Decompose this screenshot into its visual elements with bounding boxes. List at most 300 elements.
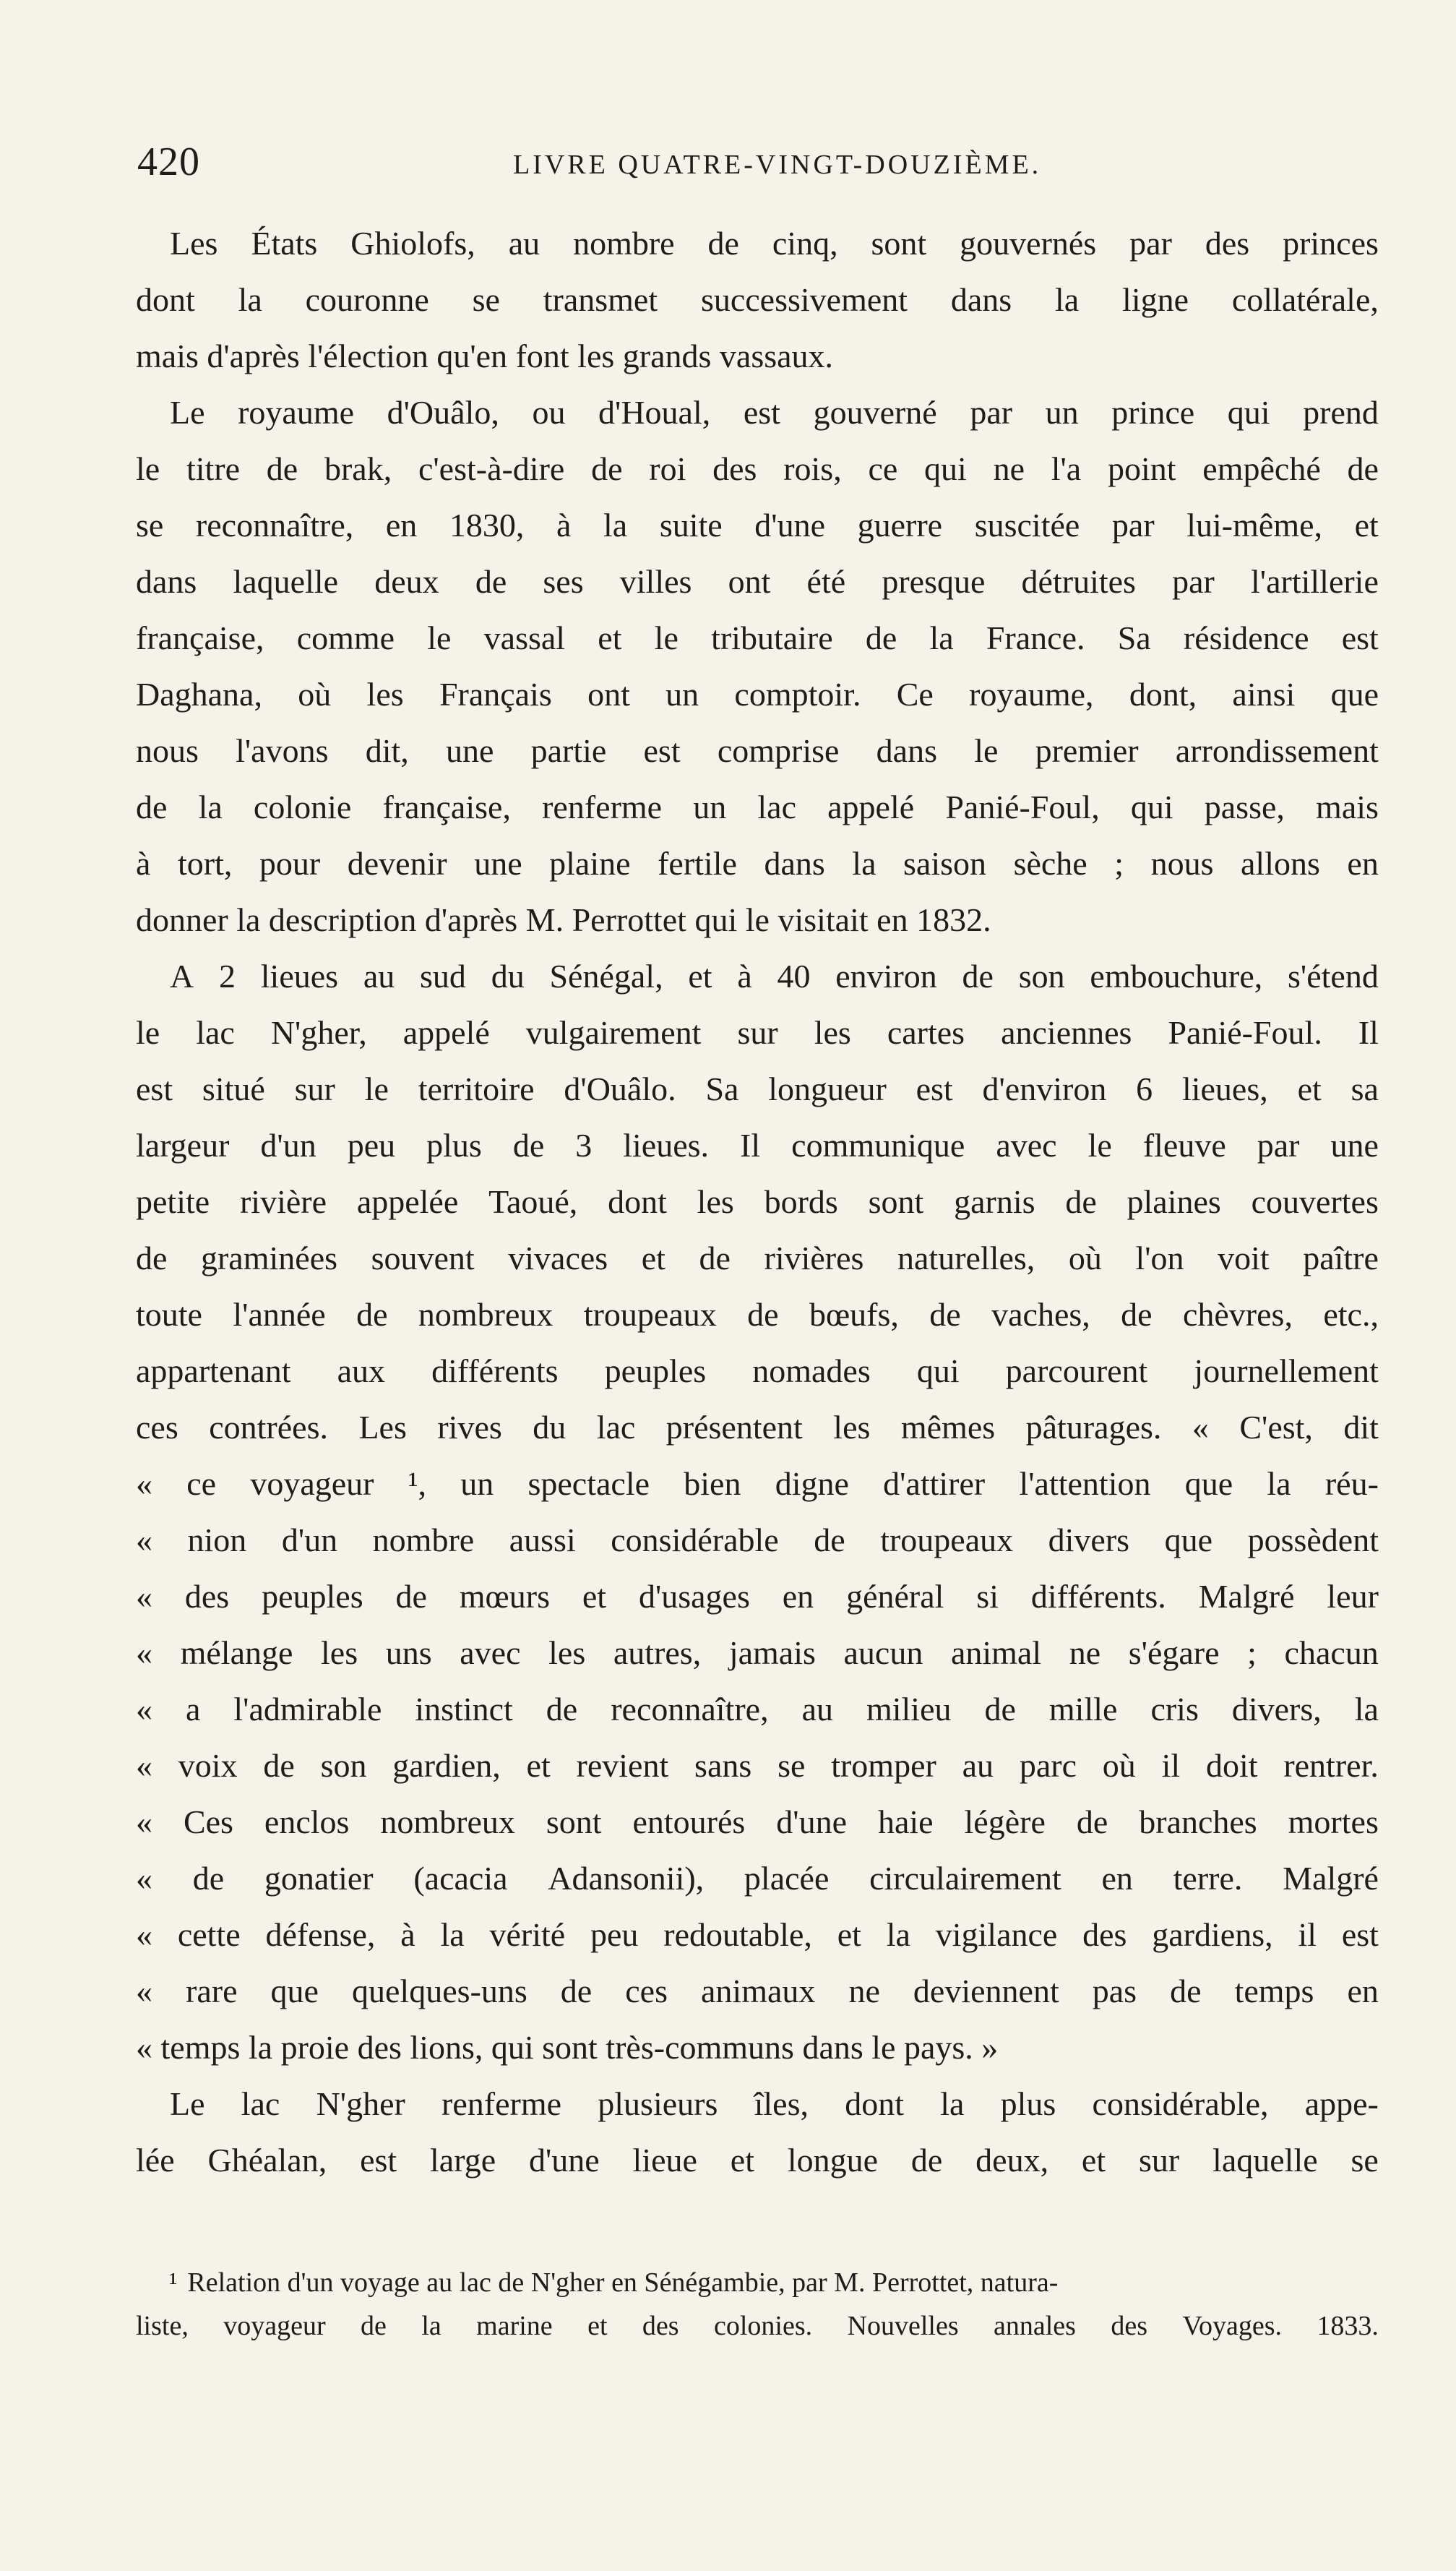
word: où bbox=[1102, 1747, 1136, 1784]
word: de bbox=[984, 1691, 1016, 1727]
word: « bbox=[136, 1747, 152, 1784]
word: le bbox=[136, 1014, 160, 1051]
body-text bbox=[136, 215, 1379, 2189]
word: est bbox=[136, 1070, 173, 1107]
word: résidence bbox=[1183, 619, 1309, 656]
word: où bbox=[1068, 1240, 1102, 1276]
word: s'étend bbox=[1288, 958, 1379, 995]
word: entourés bbox=[632, 1803, 746, 1840]
word: journellement bbox=[1194, 1352, 1379, 1389]
word: sud bbox=[420, 958, 466, 995]
word: marine bbox=[476, 2311, 553, 2341]
word: rare bbox=[186, 1973, 238, 2009]
word: est bbox=[1341, 1916, 1379, 1953]
word: allons bbox=[1241, 845, 1320, 882]
footnote bbox=[136, 2261, 1379, 2348]
word: terre. bbox=[1173, 1860, 1243, 1897]
word: appelée bbox=[356, 1183, 459, 1220]
word: au bbox=[801, 1691, 833, 1727]
word: Il bbox=[740, 1127, 761, 1164]
word: ces bbox=[136, 1409, 178, 1446]
word: « bbox=[136, 1465, 152, 1502]
word: qui bbox=[916, 1352, 960, 1389]
word: des bbox=[712, 450, 757, 487]
word: sa bbox=[1351, 1070, 1379, 1107]
word: pas bbox=[1092, 1973, 1137, 2009]
word: transmet bbox=[543, 281, 658, 318]
word: troupeaux bbox=[583, 1296, 717, 1333]
word: est bbox=[1341, 619, 1379, 656]
word: couronne bbox=[305, 281, 429, 318]
word: nomades bbox=[752, 1352, 871, 1389]
word: 2 bbox=[219, 958, 236, 995]
word: laquelle bbox=[233, 563, 339, 600]
text-line: mais d'après l'élection qu'en font les grands vassaux. bbox=[136, 338, 834, 374]
word: tromper bbox=[831, 1747, 936, 1784]
word: deviennent bbox=[913, 1973, 1059, 2009]
word: l'a bbox=[1051, 450, 1082, 487]
word: l'attention bbox=[1019, 1465, 1151, 1502]
word: les bbox=[833, 1409, 871, 1446]
word: dit bbox=[1343, 1409, 1379, 1446]
text-line bbox=[136, 1568, 1379, 1625]
word: une bbox=[445, 732, 494, 769]
text-line bbox=[136, 723, 1379, 779]
word: l'année bbox=[233, 1296, 326, 1333]
word: territoire bbox=[418, 1070, 535, 1107]
word: 1833. bbox=[1317, 2311, 1379, 2341]
word: d'une bbox=[528, 2142, 600, 2179]
word: se bbox=[777, 1747, 806, 1784]
word: ne bbox=[993, 450, 1025, 487]
word: gardien, bbox=[392, 1747, 501, 1784]
word: partie bbox=[530, 732, 607, 769]
word: nombreux bbox=[380, 1803, 515, 1840]
word: lieues bbox=[260, 958, 339, 995]
word: d'Ouâlo. bbox=[564, 1070, 676, 1107]
word: tributaire bbox=[711, 619, 833, 656]
word: Ce bbox=[896, 676, 934, 713]
word: « bbox=[136, 1691, 152, 1727]
word: au bbox=[363, 958, 395, 995]
word: redoutable, bbox=[663, 1916, 812, 1953]
word: il bbox=[1161, 1747, 1181, 1784]
word: premier bbox=[1035, 732, 1139, 769]
word: de bbox=[1170, 1973, 1202, 2009]
word: sur bbox=[294, 1070, 335, 1107]
word: son bbox=[1018, 958, 1065, 995]
text-line bbox=[136, 1512, 1379, 1568]
word: largeur bbox=[136, 1127, 230, 1164]
word: si bbox=[976, 1578, 999, 1615]
word: milieu bbox=[866, 1691, 952, 1727]
word: en bbox=[1101, 1860, 1133, 1897]
word: gardiens, bbox=[1152, 1916, 1273, 1953]
word: mœurs bbox=[459, 1578, 550, 1615]
word: Malgré bbox=[1198, 1578, 1295, 1615]
word: cris bbox=[1150, 1691, 1199, 1727]
word: Ghiolofs, bbox=[350, 225, 475, 262]
word: naturelles, bbox=[897, 1240, 1035, 1276]
word: se bbox=[136, 507, 164, 544]
word: de bbox=[136, 789, 168, 825]
word: laquelle bbox=[1212, 2142, 1318, 2179]
word: France. bbox=[986, 619, 1085, 656]
word: d'une bbox=[754, 507, 826, 544]
word: ce bbox=[186, 1465, 217, 1502]
word: dans bbox=[764, 845, 825, 882]
word: presque bbox=[882, 563, 986, 600]
word: appelé bbox=[402, 1014, 490, 1051]
word: de bbox=[814, 1521, 845, 1558]
word: un bbox=[665, 676, 699, 713]
word: les bbox=[814, 1014, 851, 1051]
word: considérable bbox=[611, 1521, 779, 1558]
text-line bbox=[136, 948, 1379, 1005]
word: rois, bbox=[783, 450, 842, 487]
word: fertile bbox=[658, 845, 737, 882]
word: anciennes bbox=[1001, 1014, 1132, 1051]
word: situé bbox=[202, 1070, 265, 1107]
word: de bbox=[512, 1127, 545, 1164]
word: tort, bbox=[177, 845, 233, 882]
text-line bbox=[136, 836, 1379, 892]
word: vassal bbox=[483, 619, 566, 656]
word: par bbox=[1129, 225, 1172, 262]
word: couvertes bbox=[1251, 1183, 1379, 1220]
word: à bbox=[136, 845, 151, 882]
word: et bbox=[526, 1747, 551, 1784]
page-header bbox=[137, 139, 1322, 189]
footnote-line-1 bbox=[136, 2261, 1379, 2304]
word: Daghana, bbox=[136, 676, 262, 713]
word: sont bbox=[868, 1183, 924, 1220]
word: comptoir. bbox=[734, 676, 861, 713]
text-line bbox=[136, 1230, 1379, 1287]
word: aucun bbox=[843, 1634, 923, 1671]
word: Nouvelles bbox=[847, 2311, 959, 2341]
word: cette bbox=[177, 1916, 241, 1953]
word: de bbox=[1121, 1296, 1153, 1333]
word: arrondissement bbox=[1175, 732, 1379, 769]
word: que bbox=[270, 1973, 319, 2009]
word: de bbox=[136, 1240, 168, 1276]
word: qui bbox=[1227, 394, 1270, 431]
word: voyageur bbox=[223, 2311, 326, 2341]
word: ; bbox=[1114, 845, 1124, 882]
word: et bbox=[1297, 1070, 1322, 1107]
text-line bbox=[136, 1794, 1379, 1850]
word: la bbox=[603, 507, 628, 544]
word: lui-même, bbox=[1186, 507, 1323, 544]
word: du bbox=[491, 958, 525, 995]
word: dans bbox=[876, 732, 937, 769]
word: et bbox=[837, 1916, 861, 1953]
word: Ces bbox=[183, 1803, 233, 1840]
word: des bbox=[1111, 2311, 1148, 2341]
word: en bbox=[782, 1578, 814, 1615]
word: au bbox=[508, 225, 540, 262]
word: par bbox=[1172, 563, 1215, 600]
word: « bbox=[136, 1521, 152, 1558]
word: colonie bbox=[253, 789, 352, 825]
word: dont bbox=[136, 281, 195, 318]
word: Adansonii), bbox=[548, 1860, 705, 1897]
word: environ bbox=[835, 958, 937, 995]
word: collatérale, bbox=[1231, 281, 1379, 318]
word: parcourent bbox=[1005, 1352, 1148, 1389]
word: temps bbox=[1234, 1973, 1314, 2009]
word: 1830, bbox=[449, 507, 525, 544]
word: la bbox=[929, 619, 954, 656]
word: large bbox=[430, 2142, 496, 2179]
word: un bbox=[693, 789, 727, 825]
word: lac bbox=[196, 1014, 235, 1051]
word: villes bbox=[619, 563, 692, 600]
word: haie bbox=[877, 1803, 934, 1840]
word: divers bbox=[1048, 1521, 1130, 1558]
word: Malgré bbox=[1283, 1860, 1379, 1897]
word: de bbox=[546, 1691, 578, 1727]
word: comme bbox=[296, 619, 395, 656]
word: le bbox=[136, 450, 160, 487]
word: « bbox=[136, 1973, 152, 2009]
word: Français bbox=[439, 676, 552, 713]
word: « bbox=[136, 1578, 152, 1615]
word: l'on bbox=[1135, 1240, 1184, 1276]
word: d'attirer bbox=[883, 1465, 986, 1502]
word: de bbox=[192, 1860, 225, 1897]
word: royaume, bbox=[969, 676, 1094, 713]
word: plusieurs bbox=[598, 2085, 718, 2122]
word: sont bbox=[546, 1803, 602, 1840]
word: en bbox=[385, 507, 418, 544]
word: son bbox=[320, 1747, 367, 1784]
text-line: donner la description d'après M. Perrottet qui le visitait en 1832. bbox=[136, 901, 991, 938]
footnote-text-1: Relation d'un voyage au lac de N'gher en Sénégambie, par M. Perrottet, natura- bbox=[187, 2267, 1059, 2298]
word: de bbox=[747, 1296, 779, 1333]
word: animal bbox=[950, 1634, 1042, 1671]
word: guerre bbox=[857, 507, 943, 544]
word: liste, bbox=[136, 2311, 189, 2341]
word: « bbox=[136, 1634, 152, 1671]
text-line bbox=[136, 666, 1379, 723]
word: îles, bbox=[754, 2085, 809, 2122]
word: toute bbox=[136, 1296, 202, 1333]
word: plus bbox=[426, 1127, 482, 1164]
word: rivières bbox=[764, 1240, 864, 1276]
word: reconnaître, bbox=[195, 507, 354, 544]
word: nombreux bbox=[418, 1296, 553, 1333]
word: suscitée bbox=[974, 507, 1080, 544]
word: sans bbox=[694, 1747, 752, 1784]
word: uns bbox=[385, 1634, 432, 1671]
word: détruites bbox=[1021, 563, 1136, 600]
word: une bbox=[474, 845, 522, 882]
word: présentent bbox=[665, 1409, 803, 1446]
word: cartes bbox=[887, 1014, 965, 1051]
word: de bbox=[707, 225, 739, 262]
word: où bbox=[298, 676, 332, 713]
word: se bbox=[1351, 2142, 1379, 2179]
word: 40 bbox=[777, 958, 811, 995]
word: ont bbox=[587, 676, 630, 713]
word: voit bbox=[1218, 1240, 1270, 1276]
word: le bbox=[654, 619, 679, 656]
word: spectacle bbox=[527, 1465, 650, 1502]
word: Voyages. bbox=[1182, 2311, 1283, 2341]
word: sont bbox=[871, 225, 927, 262]
word: en bbox=[1347, 1973, 1379, 2009]
word: (acacia bbox=[413, 1860, 508, 1897]
word: royaume bbox=[238, 394, 355, 431]
word: ligne bbox=[1122, 281, 1189, 318]
word: prince bbox=[1111, 394, 1195, 431]
word: lac bbox=[757, 789, 796, 825]
word: branches bbox=[1139, 1803, 1257, 1840]
word: renferme bbox=[542, 789, 663, 825]
footnote-marker: ¹ bbox=[169, 2267, 178, 2298]
word: dans bbox=[950, 281, 1012, 318]
word: doit bbox=[1205, 1747, 1258, 1784]
text-line bbox=[136, 1287, 1379, 1343]
text-line bbox=[136, 1625, 1379, 1681]
word: ne bbox=[1069, 1634, 1101, 1671]
word: que bbox=[1330, 676, 1379, 713]
word: des bbox=[1205, 225, 1250, 262]
word: 6 bbox=[1136, 1070, 1153, 1107]
word: lieue bbox=[632, 2142, 697, 2179]
word: mêmes bbox=[900, 1409, 996, 1446]
word: de bbox=[361, 2311, 387, 2341]
word: nombre bbox=[573, 225, 675, 262]
word: et bbox=[641, 1240, 665, 1276]
word: bords bbox=[764, 1183, 838, 1220]
text-line bbox=[136, 272, 1379, 328]
word: il bbox=[1298, 1916, 1317, 1953]
word: plaines bbox=[1127, 1183, 1221, 1220]
word: mortes bbox=[1288, 1803, 1379, 1840]
word: se bbox=[472, 281, 500, 318]
word: de bbox=[865, 619, 897, 656]
word: ce bbox=[868, 450, 898, 487]
word: pour bbox=[259, 845, 321, 882]
word: d'environ bbox=[982, 1070, 1107, 1107]
word: garnis bbox=[954, 1183, 1035, 1220]
word: rivière bbox=[239, 1183, 327, 1220]
word: une bbox=[1330, 1127, 1379, 1164]
word: la bbox=[1354, 1691, 1379, 1727]
word: jamais bbox=[728, 1634, 816, 1671]
word: paître bbox=[1303, 1240, 1379, 1276]
word: d'une bbox=[776, 1803, 847, 1840]
word: ainsi bbox=[1232, 676, 1296, 713]
text-line bbox=[136, 385, 1379, 441]
word: leur bbox=[1327, 1578, 1379, 1615]
word: voyageur bbox=[250, 1465, 374, 1502]
word: brak, bbox=[324, 450, 392, 487]
word: la bbox=[198, 789, 223, 825]
word: Sa bbox=[705, 1070, 739, 1107]
word: placée bbox=[744, 1860, 830, 1897]
word: « bbox=[136, 1803, 152, 1840]
word: A bbox=[170, 958, 194, 995]
word: et bbox=[582, 1578, 607, 1615]
word: animaux bbox=[701, 1973, 816, 2009]
word: légère bbox=[964, 1803, 1046, 1840]
word: de bbox=[699, 1240, 731, 1276]
word: des bbox=[184, 1578, 230, 1615]
word: l'admirable bbox=[233, 1691, 382, 1727]
word: du bbox=[533, 1409, 567, 1446]
word: que bbox=[1184, 1465, 1233, 1502]
word: rives bbox=[437, 1409, 502, 1446]
word: dont bbox=[845, 2085, 904, 2122]
word: 3 bbox=[575, 1127, 593, 1164]
word: sèche bbox=[1013, 845, 1087, 882]
word: les bbox=[697, 1183, 734, 1220]
word: la bbox=[238, 281, 262, 318]
word: chèvres, bbox=[1182, 1296, 1293, 1333]
word: la bbox=[1055, 281, 1080, 318]
word: prend bbox=[1303, 394, 1379, 431]
word: Sa bbox=[1117, 619, 1151, 656]
word: « bbox=[136, 1916, 152, 1953]
word: Les bbox=[358, 1409, 407, 1446]
word: N'gher, bbox=[270, 1014, 367, 1051]
word: longueur bbox=[768, 1070, 887, 1107]
word: lac bbox=[241, 2085, 280, 2122]
word: des bbox=[1082, 1916, 1127, 1953]
word: s'égare bbox=[1128, 1634, 1220, 1671]
word: dans bbox=[136, 563, 197, 600]
word: avec bbox=[460, 1634, 521, 1671]
text-line bbox=[136, 1850, 1379, 1907]
word: peu bbox=[590, 1916, 639, 1953]
text-line bbox=[136, 1117, 1379, 1174]
word: passe, bbox=[1204, 789, 1285, 825]
text-line bbox=[136, 1061, 1379, 1117]
word: successivement bbox=[700, 281, 908, 318]
text-line bbox=[136, 1681, 1379, 1738]
word: reconnaître, bbox=[611, 1691, 769, 1727]
word: communique bbox=[791, 1127, 965, 1164]
word: des bbox=[642, 2311, 679, 2341]
word: enclos bbox=[264, 1803, 350, 1840]
word: au bbox=[962, 1747, 994, 1784]
word: la bbox=[886, 1916, 910, 1953]
word: annales bbox=[994, 2311, 1076, 2341]
word: est bbox=[743, 394, 780, 431]
text-line bbox=[136, 1399, 1379, 1456]
word: à bbox=[556, 507, 572, 544]
word: ses bbox=[543, 563, 584, 600]
word: d'usages bbox=[638, 1578, 750, 1615]
word: de bbox=[475, 563, 507, 600]
word: etc., bbox=[1323, 1296, 1379, 1333]
word: graminées bbox=[200, 1240, 338, 1276]
word: le bbox=[974, 732, 999, 769]
word: lac bbox=[596, 1409, 636, 1446]
word: suite bbox=[659, 507, 723, 544]
word: de bbox=[560, 1973, 593, 2009]
word: Taoué, bbox=[488, 1183, 578, 1220]
text-line bbox=[136, 1005, 1379, 1061]
word: le bbox=[1087, 1127, 1112, 1164]
word: deux bbox=[374, 563, 439, 600]
word: vigilance bbox=[935, 1916, 1058, 1953]
word: un bbox=[1045, 394, 1079, 431]
